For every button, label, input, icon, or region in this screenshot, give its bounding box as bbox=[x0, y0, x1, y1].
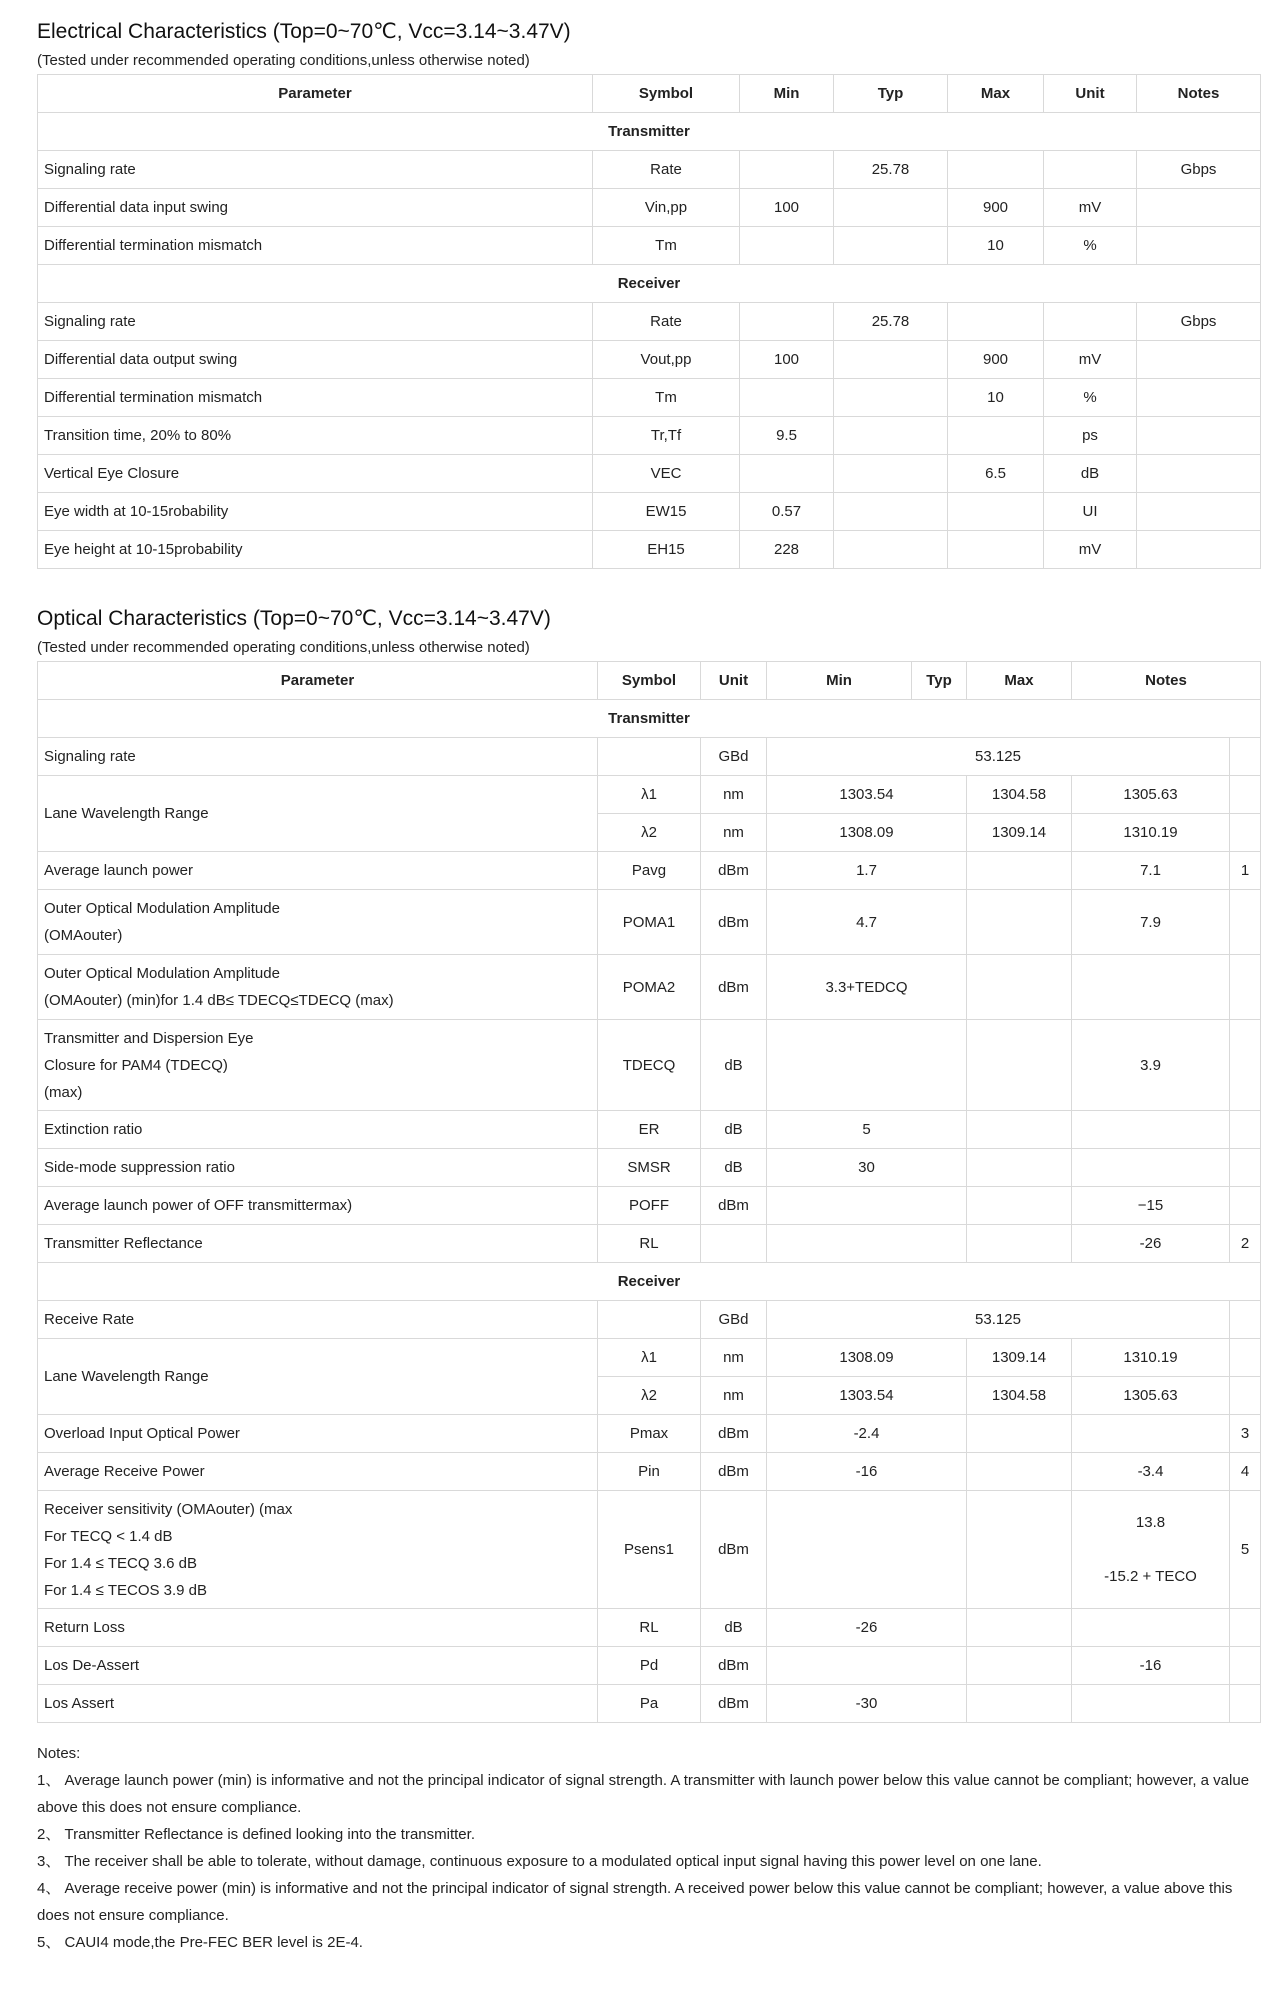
min-cell: 100 bbox=[740, 189, 834, 227]
param-cell: Average Receive Power bbox=[38, 1453, 598, 1491]
value-cell: 53.125 bbox=[767, 738, 1230, 776]
table-row bbox=[38, 417, 1261, 455]
min-cell: 5 bbox=[767, 1111, 967, 1149]
min-cell bbox=[740, 379, 834, 417]
unit-cell: mV bbox=[1044, 341, 1137, 379]
symbol-cell: RL bbox=[598, 1609, 701, 1647]
unit-cell: ps bbox=[1044, 417, 1137, 455]
unit-cell: dB bbox=[701, 1149, 767, 1187]
max-cell bbox=[1072, 1111, 1230, 1149]
typ-cell bbox=[834, 379, 948, 417]
note-cell bbox=[1137, 189, 1261, 227]
min-cell bbox=[740, 455, 834, 493]
col-header: Max bbox=[967, 662, 1072, 700]
electrical-table bbox=[37, 74, 1261, 569]
typ-cell bbox=[834, 341, 948, 379]
max-cell: 1310.19 bbox=[1072, 1339, 1230, 1377]
unit-cell: dBm bbox=[701, 1685, 767, 1723]
note-cell bbox=[1137, 417, 1261, 455]
typ-cell bbox=[967, 1415, 1072, 1453]
col-header: Typ bbox=[912, 662, 967, 700]
note-cell bbox=[1230, 955, 1261, 1020]
min-cell bbox=[767, 1020, 967, 1111]
symbol-cell: λ1 bbox=[598, 1339, 701, 1377]
unit-cell: % bbox=[1044, 227, 1137, 265]
table-row bbox=[38, 1149, 1261, 1187]
note-cell: 4 bbox=[1230, 1453, 1261, 1491]
electrical-title: Electrical Characteristics (Top=0~70℃, Vcc=3.14~3.47V) bbox=[37, 20, 571, 43]
optical-table bbox=[37, 661, 1261, 1723]
param-cell bbox=[38, 955, 598, 1020]
max-line: 13.8 bbox=[1135, 1514, 1166, 1531]
symbol-cell: ER bbox=[598, 1111, 701, 1149]
unit-cell: dBm bbox=[701, 1491, 767, 1609]
col-header: Notes bbox=[1072, 662, 1261, 700]
param-cell: Vertical Eye Closure bbox=[38, 455, 593, 493]
param-cell: Differential termination mismatch bbox=[38, 379, 593, 417]
param-line: Transmitter and Dispersion Eye bbox=[44, 1029, 254, 1047]
max-cell: 1305.63 bbox=[1072, 1377, 1230, 1415]
note-cell bbox=[1230, 1647, 1261, 1685]
note-cell: 5 bbox=[1230, 1491, 1261, 1609]
note-item: 4、 Average receive power (min) is informative and not the principal indicator of signal strength. A received power below this value cannot be compliant; however, a value above this does not ensure compliance. bbox=[37, 1880, 1233, 1924]
note-cell bbox=[1137, 341, 1261, 379]
typ-cell bbox=[834, 455, 948, 493]
group-row bbox=[38, 265, 1261, 303]
param-cell: Lane Wavelength Range bbox=[38, 776, 598, 852]
unit-cell: mV bbox=[1044, 531, 1137, 569]
param-cell: Signaling rate bbox=[38, 738, 598, 776]
symbol-cell: Pmax bbox=[598, 1415, 701, 1453]
note-cell bbox=[1137, 227, 1261, 265]
table-row bbox=[38, 227, 1261, 265]
max-cell: 10 bbox=[948, 379, 1044, 417]
param-line: Outer Optical Modulation Amplitude bbox=[44, 965, 280, 982]
min-cell: 228 bbox=[740, 531, 834, 569]
note-item: 5、 CAUI4 mode,the Pre-FEC BER level is 2E-4. bbox=[37, 1934, 363, 1951]
group-row bbox=[38, 113, 1261, 151]
table-row bbox=[38, 1491, 1261, 1609]
table-header-row bbox=[38, 75, 1261, 113]
max-cell bbox=[1072, 1415, 1230, 1453]
unit-cell: GBd bbox=[701, 738, 767, 776]
symbol-cell: POFF bbox=[598, 1187, 701, 1225]
col-header: Parameter bbox=[38, 662, 598, 700]
max-cell: 10 bbox=[948, 227, 1044, 265]
unit-cell: nm bbox=[701, 1339, 767, 1377]
col-header: Typ bbox=[834, 75, 948, 113]
max-cell bbox=[1072, 1685, 1230, 1723]
symbol-cell: EH15 bbox=[593, 531, 740, 569]
table-row bbox=[38, 189, 1261, 227]
note-cell bbox=[1137, 531, 1261, 569]
optical-subtitle: (Tested under recommended operating conditions,unless otherwise noted) bbox=[37, 639, 530, 656]
group-row bbox=[38, 1263, 1261, 1301]
min-cell: 30 bbox=[767, 1149, 967, 1187]
notes-heading: Notes: bbox=[37, 1745, 81, 1762]
symbol-cell: Pin bbox=[598, 1453, 701, 1491]
param-line: (max) bbox=[44, 1083, 83, 1101]
typ-cell bbox=[967, 890, 1072, 955]
table-row bbox=[38, 341, 1261, 379]
table-header-row bbox=[38, 662, 1261, 700]
max-cell: 1305.63 bbox=[1072, 776, 1230, 814]
table-row bbox=[38, 776, 1261, 814]
param-cell: Receive Rate bbox=[38, 1301, 598, 1339]
max-cell: 7.9 bbox=[1072, 890, 1230, 955]
note-cell bbox=[1230, 1685, 1261, 1723]
min-cell: 1303.54 bbox=[767, 1377, 967, 1415]
symbol-cell: Tm bbox=[593, 227, 740, 265]
table-row bbox=[38, 955, 1261, 1020]
typ-cell: 25.78 bbox=[834, 151, 948, 189]
min-cell: 1308.09 bbox=[767, 814, 967, 852]
param-line: Receiver sensitivity (OMAouter) (max bbox=[44, 1500, 293, 1518]
note-cell bbox=[1137, 379, 1261, 417]
symbol-cell: Psens1 bbox=[598, 1491, 701, 1609]
unit-cell: dBm bbox=[701, 1453, 767, 1491]
typ-cell: 1304.58 bbox=[967, 1377, 1072, 1415]
table-row bbox=[38, 1647, 1261, 1685]
note-cell: 2 bbox=[1230, 1225, 1261, 1263]
max-cell: -16 bbox=[1072, 1647, 1230, 1685]
symbol-cell: EW15 bbox=[593, 493, 740, 531]
param-line: For 1.4 ≤ TECOS 3.9 dB bbox=[44, 1581, 208, 1599]
table-row bbox=[38, 379, 1261, 417]
param-cell: Transition time, 20% to 80% bbox=[38, 417, 593, 455]
param-cell: Signaling rate bbox=[38, 303, 593, 341]
col-header: Parameter bbox=[38, 75, 593, 113]
note-item: 3、 The receiver shall be able to tolerate, without damage, continuous exposure to a modulated optical input signal having this power level on one lane. bbox=[37, 1853, 1042, 1870]
min-cell: -16 bbox=[767, 1453, 967, 1491]
max-cell: 900 bbox=[948, 189, 1044, 227]
param-line: (OMAouter) bbox=[44, 927, 123, 944]
table-row bbox=[38, 1020, 1261, 1111]
note-cell bbox=[1230, 1111, 1261, 1149]
unit-cell: nm bbox=[701, 1377, 767, 1415]
unit-cell bbox=[701, 1225, 767, 1263]
typ-cell: 1309.14 bbox=[967, 814, 1072, 852]
unit-cell: dB bbox=[701, 1609, 767, 1647]
max-cell bbox=[948, 303, 1044, 341]
symbol-cell: Pd bbox=[598, 1647, 701, 1685]
unit-cell: % bbox=[1044, 379, 1137, 417]
typ-cell bbox=[967, 1685, 1072, 1723]
unit-cell: dBm bbox=[701, 955, 767, 1020]
symbol-cell: λ2 bbox=[598, 1377, 701, 1415]
typ-cell bbox=[834, 531, 948, 569]
max-cell: 6.5 bbox=[948, 455, 1044, 493]
typ-cell: 25.78 bbox=[834, 303, 948, 341]
table-row bbox=[38, 890, 1261, 955]
min-cell: 3.3+TEDCQ bbox=[767, 955, 967, 1020]
symbol-cell bbox=[598, 1301, 701, 1339]
typ-cell bbox=[967, 1149, 1072, 1187]
notes-section bbox=[37, 1740, 1262, 1956]
min-cell: 100 bbox=[740, 341, 834, 379]
param-cell bbox=[38, 1491, 598, 1609]
group-label-transmitter: Transmitter bbox=[38, 700, 1261, 738]
typ-cell bbox=[967, 852, 1072, 890]
unit-cell: UI bbox=[1044, 493, 1137, 531]
max-cell bbox=[948, 493, 1044, 531]
note-cell bbox=[1230, 890, 1261, 955]
min-cell: 1308.09 bbox=[767, 1339, 967, 1377]
symbol-cell: RL bbox=[598, 1225, 701, 1263]
unit-cell: dBm bbox=[701, 1647, 767, 1685]
param-cell bbox=[38, 890, 598, 955]
unit-cell bbox=[1044, 303, 1137, 341]
min-cell bbox=[767, 1225, 967, 1263]
optical-section bbox=[37, 603, 1260, 1723]
note-cell: Gbps bbox=[1137, 151, 1261, 189]
note-cell bbox=[1230, 1377, 1261, 1415]
group-label-transmitter: Transmitter bbox=[38, 113, 1261, 151]
typ-cell bbox=[834, 493, 948, 531]
note-cell: 3 bbox=[1230, 1415, 1261, 1453]
max-cell bbox=[1072, 1149, 1230, 1187]
min-cell: 4.7 bbox=[767, 890, 967, 955]
unit-cell bbox=[1044, 151, 1137, 189]
symbol-cell: Rate bbox=[593, 303, 740, 341]
col-header: Symbol bbox=[593, 75, 740, 113]
param-cell: Lane Wavelength Range bbox=[38, 1339, 598, 1415]
note-cell bbox=[1230, 1301, 1261, 1339]
table-row bbox=[38, 1225, 1261, 1263]
min-cell: -2.4 bbox=[767, 1415, 967, 1453]
typ-cell: 1309.14 bbox=[967, 1339, 1072, 1377]
unit-cell: dB bbox=[1044, 455, 1137, 493]
param-cell: Average launch power of OFF transmittermax) bbox=[38, 1187, 598, 1225]
unit-cell: dBm bbox=[701, 852, 767, 890]
table-row bbox=[38, 455, 1261, 493]
typ-cell bbox=[967, 955, 1072, 1020]
param-cell: Signaling rate bbox=[38, 151, 593, 189]
param-cell: Differential termination mismatch bbox=[38, 227, 593, 265]
symbol-cell: Vout,pp bbox=[593, 341, 740, 379]
param-cell: Los De-Assert bbox=[38, 1647, 598, 1685]
max-cell: 1310.19 bbox=[1072, 814, 1230, 852]
typ-cell bbox=[967, 1187, 1072, 1225]
symbol-cell: Pa bbox=[598, 1685, 701, 1723]
max-cell: 3.9 bbox=[1072, 1020, 1230, 1111]
param-cell: Differential data output swing bbox=[38, 341, 593, 379]
symbol-cell: Tr,Tf bbox=[593, 417, 740, 455]
max-cell bbox=[1072, 955, 1230, 1020]
max-cell bbox=[948, 417, 1044, 455]
param-cell: Overload Input Optical Power bbox=[38, 1415, 598, 1453]
min-cell bbox=[740, 303, 834, 341]
param-cell: Eye height at 10-15probability bbox=[38, 531, 593, 569]
symbol-cell bbox=[598, 738, 701, 776]
table-row bbox=[38, 493, 1261, 531]
symbol-cell: Rate bbox=[593, 151, 740, 189]
note-cell bbox=[1230, 1339, 1261, 1377]
note-cell bbox=[1230, 1149, 1261, 1187]
note-cell: 1 bbox=[1230, 852, 1261, 890]
symbol-cell: SMSR bbox=[598, 1149, 701, 1187]
param-line: (OMAouter) (min)for 1.4 dB≤ TDECQ≤TDECQ (max) bbox=[44, 992, 394, 1009]
table-row bbox=[38, 1111, 1261, 1149]
typ-cell bbox=[967, 1020, 1072, 1111]
note-cell bbox=[1230, 776, 1261, 814]
min-cell bbox=[740, 151, 834, 189]
unit-cell: dBm bbox=[701, 890, 767, 955]
note-cell bbox=[1230, 1187, 1261, 1225]
min-cell bbox=[767, 1491, 967, 1609]
typ-cell bbox=[967, 1453, 1072, 1491]
electrical-section bbox=[37, 16, 1260, 569]
typ-cell bbox=[834, 227, 948, 265]
param-cell: Return Loss bbox=[38, 1609, 598, 1647]
col-header: Notes bbox=[1137, 75, 1261, 113]
table-row bbox=[38, 1609, 1261, 1647]
table-row bbox=[38, 1685, 1261, 1723]
col-header: Unit bbox=[701, 662, 767, 700]
min-cell: -30 bbox=[767, 1685, 967, 1723]
table-row bbox=[38, 852, 1261, 890]
max-line: -15.2 + TECO bbox=[1104, 1568, 1197, 1585]
unit-cell: dBm bbox=[701, 1187, 767, 1225]
table-row bbox=[38, 1301, 1261, 1339]
value-cell: 53.125 bbox=[767, 1301, 1230, 1339]
table-row bbox=[38, 151, 1261, 189]
group-label-receiver: Receiver bbox=[38, 1263, 1261, 1301]
param-cell: Differential data input swing bbox=[38, 189, 593, 227]
note-cell bbox=[1230, 1609, 1261, 1647]
symbol-cell: Tm bbox=[593, 379, 740, 417]
unit-cell: dB bbox=[701, 1020, 767, 1111]
table-row bbox=[38, 1453, 1261, 1491]
max-cell: 900 bbox=[948, 341, 1044, 379]
param-line: For TECQ < 1.4 dB bbox=[44, 1527, 173, 1545]
col-header: Symbol bbox=[598, 662, 701, 700]
max-cell: 7.1 bbox=[1072, 852, 1230, 890]
max-cell bbox=[1072, 1491, 1230, 1609]
min-cell: -26 bbox=[767, 1609, 967, 1647]
col-header: Unit bbox=[1044, 75, 1137, 113]
table-row bbox=[38, 303, 1261, 341]
note-cell: Gbps bbox=[1137, 303, 1261, 341]
symbol-cell: POMA2 bbox=[598, 955, 701, 1020]
col-header: Min bbox=[740, 75, 834, 113]
unit-cell: nm bbox=[701, 814, 767, 852]
unit-cell: dBm bbox=[701, 1415, 767, 1453]
param-cell: Side-mode suppression ratio bbox=[38, 1149, 598, 1187]
unit-cell: nm bbox=[701, 776, 767, 814]
symbol-cell: Pavg bbox=[598, 852, 701, 890]
col-header: Min bbox=[767, 662, 912, 700]
col-header: Max bbox=[948, 75, 1044, 113]
symbol-cell: λ2 bbox=[598, 814, 701, 852]
min-cell bbox=[740, 227, 834, 265]
spacer bbox=[1078, 1536, 1223, 1563]
max-cell bbox=[948, 531, 1044, 569]
table-row bbox=[38, 1339, 1261, 1377]
group-label-receiver: Receiver bbox=[38, 265, 1261, 303]
note-item: 1、 Average launch power (min) is informative and not the principal indicator of signal strength. A transmitter with launch power below this value cannot be compliant; however, a value above this does not ensure compliance. bbox=[37, 1772, 1250, 1816]
symbol-cell: VEC bbox=[593, 455, 740, 493]
optical-title: Optical Characteristics (Top=0~70℃, Vcc=3.14~3.47V) bbox=[37, 607, 551, 630]
note-cell bbox=[1230, 1020, 1261, 1111]
max-cell: -3.4 bbox=[1072, 1453, 1230, 1491]
max-cell: −15 bbox=[1072, 1187, 1230, 1225]
typ-cell bbox=[967, 1225, 1072, 1263]
symbol-cell: POMA1 bbox=[598, 890, 701, 955]
table-row bbox=[38, 1187, 1261, 1225]
typ-cell bbox=[967, 1647, 1072, 1685]
symbol-cell: Vin,pp bbox=[593, 189, 740, 227]
param-cell: Transmitter Reflectance bbox=[38, 1225, 598, 1263]
note-cell bbox=[1230, 814, 1261, 852]
group-row bbox=[38, 700, 1261, 738]
note-cell bbox=[1137, 455, 1261, 493]
note-cell bbox=[1230, 738, 1261, 776]
table-row bbox=[38, 738, 1261, 776]
min-cell: 0.57 bbox=[740, 493, 834, 531]
min-cell: 1.7 bbox=[767, 852, 967, 890]
min-cell bbox=[767, 1647, 967, 1685]
electrical-subtitle: (Tested under recommended operating conditions,unless otherwise noted) bbox=[37, 52, 530, 69]
table-row bbox=[38, 1415, 1261, 1453]
min-cell: 9.5 bbox=[740, 417, 834, 455]
max-cell: -26 bbox=[1072, 1225, 1230, 1263]
max-cell bbox=[948, 151, 1044, 189]
param-line: For 1.4 ≤ TECQ 3.6 dB bbox=[44, 1554, 198, 1572]
note-cell bbox=[1137, 493, 1261, 531]
param-cell: Extinction ratio bbox=[38, 1111, 598, 1149]
note-item: 2、 Transmitter Reflectance is defined looking into the transmitter. bbox=[37, 1826, 475, 1843]
table-row bbox=[38, 531, 1261, 569]
unit-cell: GBd bbox=[701, 1301, 767, 1339]
typ-cell bbox=[967, 1609, 1072, 1647]
param-line: Outer Optical Modulation Amplitude bbox=[44, 900, 280, 917]
param-cell: Average launch power bbox=[38, 852, 598, 890]
typ-cell bbox=[834, 417, 948, 455]
max-cell bbox=[1072, 1609, 1230, 1647]
typ-cell bbox=[834, 189, 948, 227]
typ-cell bbox=[967, 1491, 1072, 1609]
param-cell bbox=[38, 1020, 598, 1111]
unit-cell: dB bbox=[701, 1111, 767, 1149]
symbol-cell: λ1 bbox=[598, 776, 701, 814]
symbol-cell: TDECQ bbox=[598, 1020, 701, 1111]
param-line: Closure for PAM4 (TDECQ) bbox=[44, 1056, 228, 1074]
min-cell bbox=[767, 1187, 967, 1225]
min-cell: 1303.54 bbox=[767, 776, 967, 814]
param-cell: Los Assert bbox=[38, 1685, 598, 1723]
unit-cell: mV bbox=[1044, 189, 1137, 227]
typ-cell: 1304.58 bbox=[967, 776, 1072, 814]
typ-cell bbox=[967, 1111, 1072, 1149]
param-cell: Eye width at 10-15robability bbox=[38, 493, 593, 531]
